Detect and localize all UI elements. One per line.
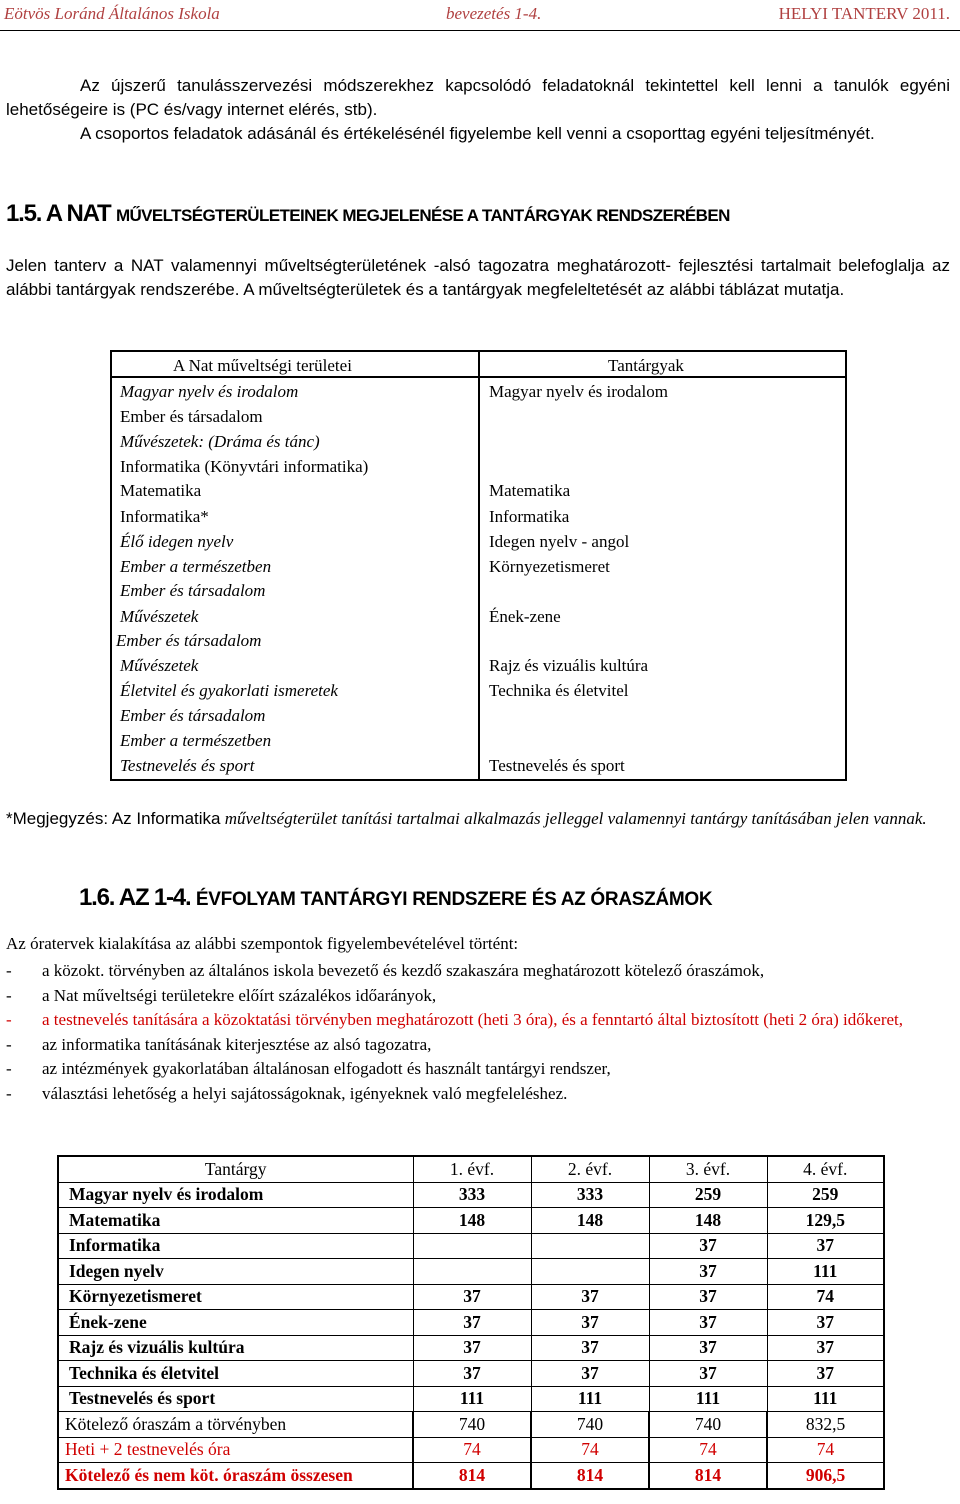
nat-area: Matematika — [120, 481, 202, 500]
nat-area: Informatika (Könyvtári informatika) — [120, 457, 369, 476]
list-item-text: a közokt. törvényben az általános iskola bevezető és kezdő szakaszára meghatározott kötelező óraszámok, — [42, 961, 765, 980]
table-cell: 148 — [413, 1208, 531, 1234]
table-row — [58, 1386, 884, 1412]
table-cell: Technika és életvitel — [58, 1361, 413, 1387]
list-item-text: választási lehetőség a helyi sajátosságoknak, igényeknek való megfeleléshez. — [42, 1083, 568, 1103]
table-row — [58, 1182, 884, 1208]
table-cell: 111 — [767, 1386, 884, 1412]
table-divider — [112, 376, 845, 378]
table-cell — [413, 1259, 531, 1285]
paragraph-nat-intro: Jelen tanterv a NAT valamennyi műveltségterületének -alsó tagozatra meghatározott- fejlesztési tartalmait belefoglalja az alábbi tantárgyak rendszerébe. A műveltségterületek és a tantárgyak megfeleltetését az alábbi táblázat mutatja. — [6, 256, 950, 299]
nat-subject: Matematika — [489, 481, 571, 500]
list-item: - az informatika tanításának kiterjesztése az alsó tagozatra, — [6, 1034, 432, 1054]
nat-area: Élő idegen nyelv — [120, 532, 234, 551]
table-header-cell: 1. évf. — [413, 1156, 531, 1182]
table-cell: Heti + 2 testnevelés óra — [58, 1437, 413, 1463]
table-cell: 37 — [413, 1335, 531, 1361]
table-cell: Matematika — [58, 1208, 413, 1234]
table-cell: 832,5 — [767, 1412, 884, 1438]
nat-header-subjects: Tantárgyak — [608, 356, 684, 375]
nat-area: Informatika* — [120, 507, 209, 526]
table-cell: 37 — [413, 1284, 531, 1310]
table-cell: 37 — [531, 1284, 649, 1310]
header-doc-title: HELYI TANTERV 2011. — [778, 4, 950, 23]
list-item: - választási lehetőség a helyi sajátosságoknak, igényeknek való megfeleléshez. — [6, 1083, 568, 1103]
table-cell: 37 — [649, 1259, 767, 1285]
nat-area: Ember és társadalom — [120, 706, 266, 725]
list-item: - a közokt. törvényben az általános iskola bevezető és kezdő szakaszára meghatározott kötelező óraszámok, — [6, 961, 765, 980]
table-row — [58, 1208, 884, 1234]
table-cell: 148 — [649, 1208, 767, 1234]
section-heading-1-5 — [6, 200, 730, 228]
table-row — [58, 1310, 884, 1336]
table-cell — [413, 1233, 531, 1259]
list-item: - az intézmények gyakorlatában általánosan elfogadott és használt tantárgyi rendszer, — [6, 1059, 611, 1078]
table-cell: 37 — [413, 1310, 531, 1336]
table-cell: 333 — [413, 1182, 531, 1208]
table-cell: 740 — [413, 1412, 531, 1438]
table-cell: 37 — [767, 1233, 884, 1259]
table-header-row — [58, 1156, 884, 1182]
nat-area: Ember és társadalom — [116, 631, 262, 650]
table-cell: 111 — [767, 1259, 884, 1285]
nat-subject: Testnevelés és sport — [489, 756, 625, 775]
table-cell: 37 — [531, 1335, 649, 1361]
nat-area: Művészetek — [120, 607, 199, 626]
total-row-sum — [58, 1463, 884, 1489]
table-cell: 37 — [531, 1361, 649, 1387]
table-cell: 259 — [649, 1182, 767, 1208]
header-school: Eötvös Loránd Általános Iskola — [4, 4, 220, 23]
nat-mapping-table — [110, 350, 847, 781]
table-row — [58, 1361, 884, 1387]
nat-subject: Magyar nyelv és irodalom — [489, 382, 668, 401]
table-header-cell: Tantárgy — [58, 1156, 413, 1182]
list-item-text: a Nat műveltségi területekre előírt százalékos időarányok, — [42, 985, 437, 1005]
list-item-text: az intézmények gyakorlatában általánosan elfogadott és használt tantárgyi rendszer, — [42, 1059, 611, 1078]
criteria-list — [6, 959, 950, 1106]
table-cell: Környezetismeret — [58, 1284, 413, 1310]
table-cell: Kötelező és nem köt. óraszám összesen — [58, 1463, 413, 1489]
list-item-text: az informatika tanításának kiterjesztése az alsó tagozatra, — [42, 1034, 432, 1054]
table-cell: 906,5 — [767, 1463, 884, 1489]
nat-header-areas: A Nat műveltségi területei — [173, 356, 352, 375]
table-row — [58, 1259, 884, 1285]
criteria-intro: Az óratervek kialakítása az alábbi szempontok figyelembevételével történt: — [6, 934, 519, 953]
table-cell: 74 — [767, 1437, 884, 1463]
table-cell — [531, 1259, 649, 1285]
table-cell: 37 — [767, 1361, 884, 1387]
header-section: bevezetés 1-4. — [446, 4, 542, 23]
table-cell: Kötelező óraszám a törvényben — [58, 1412, 413, 1438]
footnote-prefix: *Megjegyzés: Az Informatika — [6, 809, 221, 828]
nat-area: Ember és társadalom — [120, 581, 266, 600]
nat-area: Testnevelés és sport — [120, 756, 255, 775]
table-cell: Informatika — [58, 1233, 413, 1259]
table-cell: 37 — [767, 1335, 884, 1361]
table-cell: 74 — [413, 1437, 531, 1463]
table-row — [58, 1233, 884, 1259]
table-header-cell: 3. évf. — [649, 1156, 767, 1182]
table-cell: Magyar nyelv és irodalom — [58, 1182, 413, 1208]
table-cell: 74 — [767, 1284, 884, 1310]
nat-area: Magyar nyelv és irodalom — [120, 382, 299, 401]
table-cell: 129,5 — [767, 1208, 884, 1234]
total-row-legal — [58, 1412, 884, 1438]
table-cell: 814 — [649, 1463, 767, 1489]
table-cell: 814 — [413, 1463, 531, 1489]
table-cell: 259 — [767, 1182, 884, 1208]
table-cell: 37 — [531, 1310, 649, 1336]
paragraph-group-tasks: A csoportos feladatok adásánál és értékelésénél figyelembe kell venni a csoporttag egyéni teljesítményét. — [80, 124, 875, 143]
table-row — [58, 1335, 884, 1361]
table-cell: 333 — [531, 1182, 649, 1208]
table-cell: Rajz és vizuális kultúra — [58, 1335, 413, 1361]
table-cell: 148 — [531, 1208, 649, 1234]
table-header-cell: 2. évf. — [531, 1156, 649, 1182]
nat-subject: Környezetismeret — [489, 557, 610, 576]
list-item: - a Nat műveltségi területekre előírt százalékos időarányok, — [6, 985, 437, 1005]
table-cell: 814 — [531, 1463, 649, 1489]
section-heading-1-5-title: MŰVELTSÉGTERÜLETEINEK MEGJELENÉSE A TANTÁRGYAK RENDSZERÉBEN — [115, 206, 730, 225]
section-heading-1-6-number: 1.6. AZ 1-4. — [79, 884, 191, 911]
nat-area: Művészetek: (Dráma és tánc) — [120, 432, 320, 451]
footnote — [6, 806, 950, 831]
table-cell: 740 — [531, 1412, 649, 1438]
table-cell: 740 — [649, 1412, 767, 1438]
nat-area: Művészetek — [120, 656, 199, 675]
page-header — [0, 0, 960, 31]
table-cell: 37 — [649, 1233, 767, 1259]
section-heading-1-6-title: ÉVFOLYAM TANTÁRGYI RENDSZERE ÉS AZ ÓRASZÁMOK — [195, 889, 713, 910]
table-cell: 74 — [649, 1437, 767, 1463]
table-cell: 37 — [767, 1310, 884, 1336]
table-cell: 37 — [649, 1335, 767, 1361]
table-cell: Ének-zene — [58, 1310, 413, 1336]
nat-subject: Rajz és vizuális kultúra — [489, 656, 649, 675]
weekly-hours-table — [57, 1155, 885, 1490]
table-cell: 111 — [649, 1386, 767, 1412]
table-row — [58, 1284, 884, 1310]
nat-area: Életvitel és gyakorlati ismeretek — [120, 681, 338, 700]
nat-subject: Idegen nyelv - angol — [489, 532, 630, 551]
table-divider — [478, 352, 480, 779]
nat-subject: Informatika — [489, 507, 570, 526]
section-heading-1-6 — [79, 884, 712, 912]
nat-area: Ember a természetben — [120, 731, 272, 750]
table-cell: 37 — [413, 1361, 531, 1387]
table-header-cell: 4. évf. — [767, 1156, 884, 1182]
section-heading-1-5-number: 1.5. A NAT — [6, 200, 111, 227]
table-cell: 74 — [531, 1437, 649, 1463]
total-row-pe — [58, 1437, 884, 1463]
table-cell: Testnevelés és sport — [58, 1386, 413, 1412]
list-item-text: a testnevelés tanítására a közoktatási törvényben meghatározott (heti 3 óra), és a fenntartó által biztosított (heti 2 óra) időkeret, — [42, 1010, 903, 1029]
nat-area: Ember és társadalom — [120, 407, 263, 426]
list-item: - a testnevelés tanítására a közoktatási törvényben meghatározott (heti 3 óra), és a fenntartó által biztosított (heti 2 óra) időkeret, — [6, 1010, 903, 1029]
table-cell: 111 — [413, 1386, 531, 1412]
footnote-text: műveltségterület tanítási tartalmai alkalmazás jelleggel valamennyi tantárgy tanításában jelen vannak. — [224, 809, 927, 828]
nat-subject: Ének-zene — [489, 607, 561, 626]
table-cell: 37 — [649, 1361, 767, 1387]
paragraph-learning-methods: Az újszerű tanulásszervezési módszerekhez kapcsolódó feladatoknál tekintettel kell lenni a tanulók egyéni lehetőségeire is (PC és/vagy internet elérés, stb). — [6, 76, 950, 119]
table-cell: 111 — [531, 1386, 649, 1412]
nat-area: Ember a természetben — [120, 557, 272, 576]
table-cell: Idegen nyelv — [58, 1259, 413, 1285]
table-cell: 37 — [649, 1310, 767, 1336]
nat-subject: Technika és életvitel — [489, 681, 629, 700]
table-cell: 37 — [649, 1284, 767, 1310]
table-cell — [531, 1233, 649, 1259]
